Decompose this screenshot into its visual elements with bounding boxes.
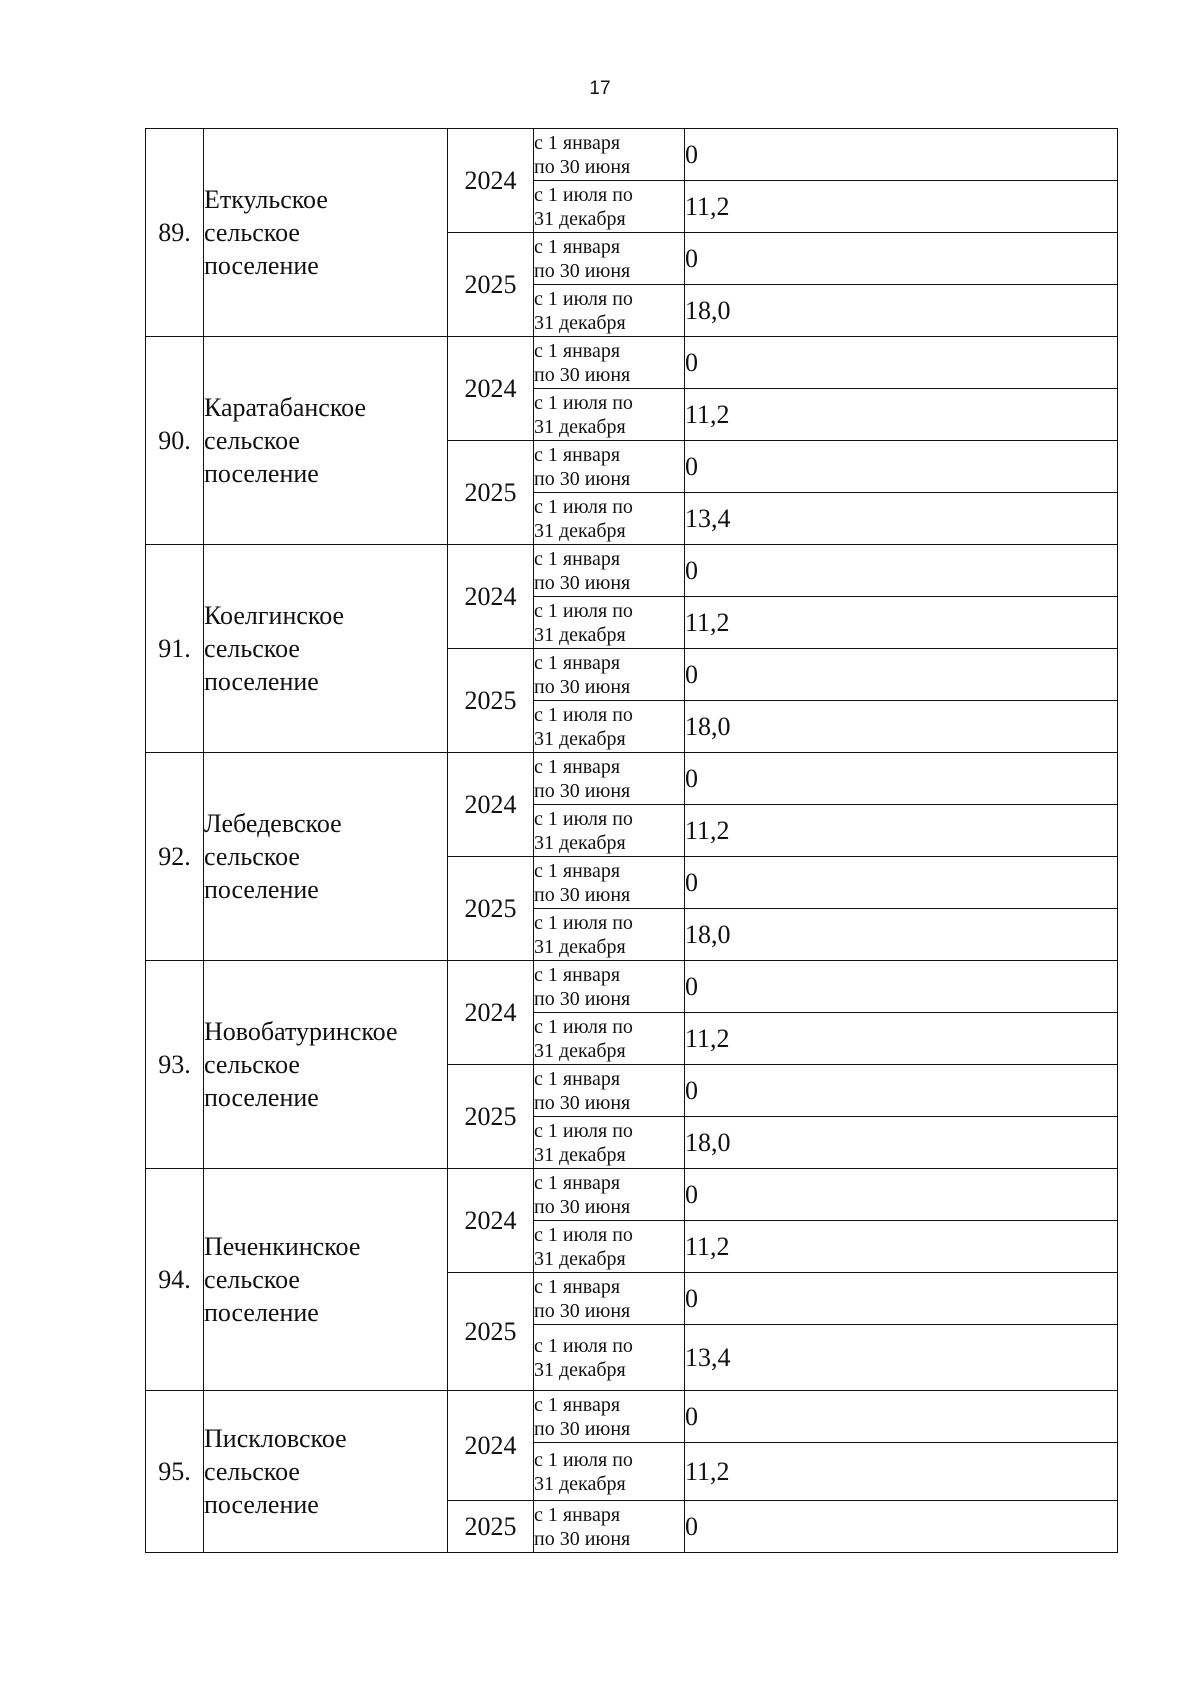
period-cell: с 1 июля по 31 декабря bbox=[534, 1221, 685, 1273]
value-cell: 0 bbox=[685, 1169, 1118, 1221]
table-row bbox=[146, 545, 1118, 597]
year-cell: 2025 bbox=[448, 857, 534, 961]
value-cell: 11,2 bbox=[685, 389, 1118, 441]
period-cell: с 1 июля по 31 декабря bbox=[534, 909, 685, 961]
entry-number: 93. bbox=[146, 961, 204, 1169]
year-cell: 2025 bbox=[448, 233, 534, 337]
period-cell: с 1 января по 30 июня bbox=[534, 649, 685, 701]
value-cell: 11,2 bbox=[685, 1443, 1118, 1501]
table-body bbox=[146, 129, 1118, 1553]
entry-number: 92. bbox=[146, 753, 204, 961]
value-cell: 18,0 bbox=[685, 285, 1118, 337]
year-cell: 2025 bbox=[448, 441, 534, 545]
value-cell: 0 bbox=[685, 961, 1118, 1013]
table-row bbox=[146, 1391, 1118, 1443]
period-cell: с 1 января по 30 июня bbox=[534, 753, 685, 805]
entry-number: 91. bbox=[146, 545, 204, 753]
value-cell: 18,0 bbox=[685, 1117, 1118, 1169]
settlement-name bbox=[204, 961, 448, 1169]
settlement-name bbox=[204, 1169, 448, 1391]
period-cell: с 1 января по 30 июня bbox=[534, 545, 685, 597]
table-row bbox=[146, 337, 1118, 389]
settlement-name-text: Пискловское сельское поселение bbox=[204, 1424, 347, 1519]
settlement-name bbox=[204, 1391, 448, 1553]
value-cell: 0 bbox=[685, 129, 1118, 181]
value-cell: 13,4 bbox=[685, 1325, 1118, 1391]
settlements-table bbox=[145, 128, 1118, 1553]
settlement-name-text: Новобатуринское сельское поселение bbox=[204, 1017, 398, 1112]
settlement-name bbox=[204, 545, 448, 753]
value-cell: 0 bbox=[685, 337, 1118, 389]
value-cell: 0 bbox=[685, 1391, 1118, 1443]
table-row bbox=[146, 753, 1118, 805]
settlement-name bbox=[204, 129, 448, 337]
year-cell: 2024 bbox=[448, 753, 534, 857]
table-row bbox=[146, 129, 1118, 181]
entry-number: 94. bbox=[146, 1169, 204, 1391]
value-cell: 0 bbox=[685, 649, 1118, 701]
value-cell: 0 bbox=[685, 1501, 1118, 1553]
entry-number: 95. bbox=[146, 1391, 204, 1553]
value-cell: 11,2 bbox=[685, 1221, 1118, 1273]
value-cell: 11,2 bbox=[685, 1013, 1118, 1065]
period-cell: с 1 июля по 31 декабря bbox=[534, 493, 685, 545]
settlement-name bbox=[204, 753, 448, 961]
value-cell: 0 bbox=[685, 1065, 1118, 1117]
period-cell: с 1 июля по 31 декабря bbox=[534, 285, 685, 337]
year-cell: 2025 bbox=[448, 1501, 534, 1553]
value-cell: 0 bbox=[685, 753, 1118, 805]
value-cell: 11,2 bbox=[685, 597, 1118, 649]
settlement-name-text: Лебедевское сельское поселение bbox=[204, 809, 342, 904]
period-cell: с 1 января по 30 июня bbox=[534, 1169, 685, 1221]
table-row bbox=[146, 1169, 1118, 1221]
value-cell: 11,2 bbox=[685, 805, 1118, 857]
period-cell: с 1 января по 30 июня bbox=[534, 961, 685, 1013]
year-cell: 2025 bbox=[448, 649, 534, 753]
settlement-name-text: Печенкинское сельское поселение bbox=[204, 1232, 361, 1327]
value-cell: 0 bbox=[685, 545, 1118, 597]
period-cell: с 1 января по 30 июня bbox=[534, 129, 685, 181]
period-cell: с 1 июля по 31 декабря bbox=[534, 805, 685, 857]
entry-number: 89. bbox=[146, 129, 204, 337]
period-cell: с 1 июля по 31 декабря bbox=[534, 1117, 685, 1169]
year-cell: 2024 bbox=[448, 1169, 534, 1273]
year-cell: 2024 bbox=[448, 545, 534, 649]
period-cell: с 1 июля по 31 декабря bbox=[534, 181, 685, 233]
period-cell: с 1 января по 30 июня bbox=[534, 441, 685, 493]
value-cell: 0 bbox=[685, 1273, 1118, 1325]
settlement-name-text: Каратабанское сельское поселение bbox=[204, 393, 367, 488]
year-cell: 2024 bbox=[448, 1391, 534, 1501]
period-cell: с 1 июля по 31 декабря bbox=[534, 1325, 685, 1391]
value-cell: 0 bbox=[685, 441, 1118, 493]
period-cell: с 1 июля по 31 декабря bbox=[534, 1013, 685, 1065]
year-cell: 2025 bbox=[448, 1273, 534, 1391]
value-cell: 13,4 bbox=[685, 493, 1118, 545]
settlement-name bbox=[204, 337, 448, 545]
value-cell: 11,2 bbox=[685, 181, 1118, 233]
year-cell: 2024 bbox=[448, 961, 534, 1065]
entry-number: 90. bbox=[146, 337, 204, 545]
period-cell: с 1 июля по 31 декабря bbox=[534, 1443, 685, 1501]
period-cell: с 1 января по 30 июня bbox=[534, 1273, 685, 1325]
period-cell: с 1 января по 30 июня bbox=[534, 337, 685, 389]
value-cell: 18,0 bbox=[685, 701, 1118, 753]
period-cell: с 1 января по 30 июня bbox=[534, 1065, 685, 1117]
value-cell: 0 bbox=[685, 857, 1118, 909]
year-cell: 2024 bbox=[448, 337, 534, 441]
value-cell: 0 bbox=[685, 233, 1118, 285]
value-cell: 18,0 bbox=[685, 909, 1118, 961]
period-cell: с 1 января по 30 июня bbox=[534, 857, 685, 909]
period-cell: с 1 июля по 31 декабря bbox=[534, 597, 685, 649]
table-row bbox=[146, 961, 1118, 1013]
period-cell: с 1 июля по 31 декабря bbox=[534, 701, 685, 753]
period-cell: с 1 января по 30 июня bbox=[534, 233, 685, 285]
settlement-name-text: Еткульское сельское поселение bbox=[204, 185, 328, 280]
settlement-name-text: Коелгинское сельское поселение bbox=[204, 601, 345, 696]
year-cell: 2024 bbox=[448, 129, 534, 233]
page-number: 17 bbox=[589, 78, 611, 99]
period-cell: с 1 января по 30 июня bbox=[534, 1391, 685, 1443]
period-cell: с 1 января по 30 июня bbox=[534, 1501, 685, 1553]
year-cell: 2025 bbox=[448, 1065, 534, 1169]
period-cell: с 1 июля по 31 декабря bbox=[534, 389, 685, 441]
